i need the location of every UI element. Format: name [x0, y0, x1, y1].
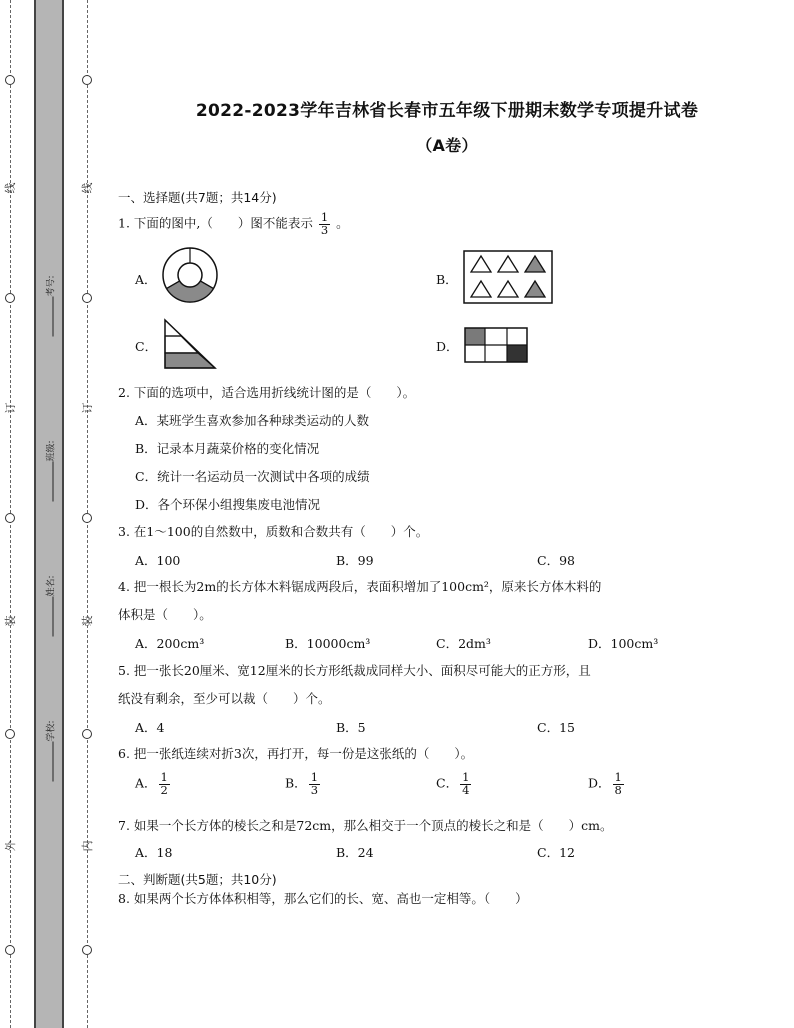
- option-a[interactable]: A．18: [135, 845, 173, 860]
- option-a[interactable]: [135, 772, 172, 796]
- option-b[interactable]: B．记录本月蔬菜价格的变化情况: [135, 441, 320, 456]
- option-label: A．: [135, 775, 157, 791]
- question-3: 3. 在1～100的自然数中，质数和合数共有（ ）个。: [118, 524, 429, 539]
- option-label: D．: [588, 775, 611, 791]
- question-8: 8. 如果两个长方体体积相等，那么它们的长、宽、高也一定相等。（ ）: [118, 891, 528, 906]
- fraction: [460, 772, 471, 796]
- ring-figure-a[interactable]: [161, 246, 219, 304]
- option-label: B．: [436, 272, 458, 287]
- fraction-denominator: 8: [614, 782, 622, 797]
- fraction-numerator: 1: [462, 770, 470, 784]
- fraction: [613, 772, 624, 796]
- option-b[interactable]: B．5: [336, 720, 366, 735]
- option-c[interactable]: C．2dm³: [436, 636, 491, 651]
- fraction-numerator: 1: [614, 770, 622, 784]
- binding-hole: [5, 75, 15, 85]
- fraction-denominator: 2: [160, 782, 168, 797]
- option-label: C．: [436, 775, 459, 791]
- fraction: [159, 772, 170, 796]
- section-heading: 一、选择题(共7题；共14分): [118, 190, 277, 205]
- name-field[interactable]: 姓名:: [44, 577, 57, 637]
- fraction-numerator: 1: [310, 770, 319, 784]
- question-6: 6. 把一张纸连续对折3次，再打开，每一份是这张纸的（ ）。: [118, 746, 474, 761]
- binding-hole: [5, 513, 15, 523]
- triangle-figure-c[interactable]: [163, 318, 219, 370]
- fraction: [319, 212, 330, 236]
- option-label: A．: [135, 272, 157, 287]
- binding-strip: [34, 0, 64, 1028]
- option-a[interactable]: A．100: [135, 553, 181, 568]
- fraction: [309, 772, 320, 796]
- question-1: [118, 212, 349, 236]
- page-subtitle: （A卷）: [416, 136, 478, 155]
- inner-margin-char: 线: [81, 182, 94, 194]
- outer-margin-char: 装: [4, 615, 17, 627]
- binding-margin: [0, 0, 100, 1028]
- option-a[interactable]: A．4: [135, 720, 165, 735]
- option-d[interactable]: D．100cm³: [588, 636, 659, 651]
- page-title: 2022-2023学年吉林省长春市五年级下册期末数学专项提升试卷: [195, 101, 699, 121]
- inner-margin-char: 内: [81, 840, 94, 852]
- binding-hole: [82, 75, 92, 85]
- fraction-numerator: 1: [320, 210, 329, 224]
- question-5-line2: 纸没有剩余，至少可以裁（ ）个。: [118, 691, 331, 706]
- option-c[interactable]: C．98: [537, 553, 575, 568]
- outer-margin-char: 订: [4, 402, 17, 414]
- binding-hole: [5, 945, 15, 955]
- option-a[interactable]: A．200cm³: [135, 636, 205, 651]
- fraction-denominator: 3: [320, 222, 329, 237]
- fraction-denominator: 4: [462, 782, 470, 797]
- option-label: D．: [436, 339, 459, 354]
- option-b[interactable]: [285, 772, 322, 796]
- option-a[interactable]: A．某班学生喜欢参加各种球类运动的人数: [135, 413, 370, 428]
- question-4-line2: 体积是（ ）。: [118, 607, 212, 622]
- option-label: B．: [285, 775, 307, 791]
- option-b[interactable]: B．24: [336, 845, 374, 860]
- section-heading: 二、判断题(共5题；共10分): [118, 872, 277, 887]
- option-c[interactable]: C．12: [537, 845, 575, 860]
- grid-figure-d[interactable]: [464, 327, 528, 363]
- binding-hole: [82, 513, 92, 523]
- binding-hole: [82, 945, 92, 955]
- question-2: 2. 下面的选项中，适合选用折线统计图的是（ ）。: [118, 385, 416, 400]
- binding-hole: [5, 729, 15, 739]
- option-b[interactable]: B．99: [336, 553, 374, 568]
- outer-margin-char: 线: [4, 182, 17, 194]
- fraction-denominator: 3: [310, 782, 319, 797]
- outer-margin-char: 外: [4, 840, 17, 852]
- question-text-end: 。: [336, 215, 349, 231]
- student-id-field[interactable]: 考号:: [44, 277, 57, 337]
- inner-margin-char: 装: [81, 615, 94, 627]
- question-5-line1: 5. 把一张长20厘米、宽12厘米的长方形纸裁成同样大小、面积尽可能大的正方形，且: [118, 663, 591, 678]
- question-text: 1. 下面的图中,（ ）图不能表示: [118, 215, 313, 231]
- class-field[interactable]: 班级:: [44, 442, 57, 502]
- option-c[interactable]: C．15: [537, 720, 575, 735]
- option-d[interactable]: [588, 772, 626, 796]
- binding-hole: [82, 293, 92, 303]
- binding-hole: [5, 293, 15, 303]
- option-d[interactable]: D．各个环保小组搜集废电池情况: [135, 497, 321, 512]
- binding-hole: [82, 729, 92, 739]
- option-c[interactable]: C．统计一名运动员一次测试中各项的成绩: [135, 469, 370, 484]
- school-field[interactable]: 学校:: [44, 722, 57, 782]
- fraction-numerator: 1: [160, 770, 168, 784]
- triangles-figure-b[interactable]: [463, 250, 553, 304]
- question-7: 7. 如果一个长方体的棱长之和是72cm，那么相交于一个顶点的棱长之和是（ ）cm。: [118, 818, 613, 833]
- question-4-line1: 4. 把一根长为2m的长方体木料锯成两段后，表面积增加了100cm²，原来长方体木料的: [118, 579, 602, 594]
- option-b[interactable]: B．10000cm³: [285, 636, 371, 651]
- option-label: C．: [135, 339, 158, 354]
- inner-margin-char: 订: [81, 402, 94, 414]
- option-c[interactable]: [436, 772, 473, 796]
